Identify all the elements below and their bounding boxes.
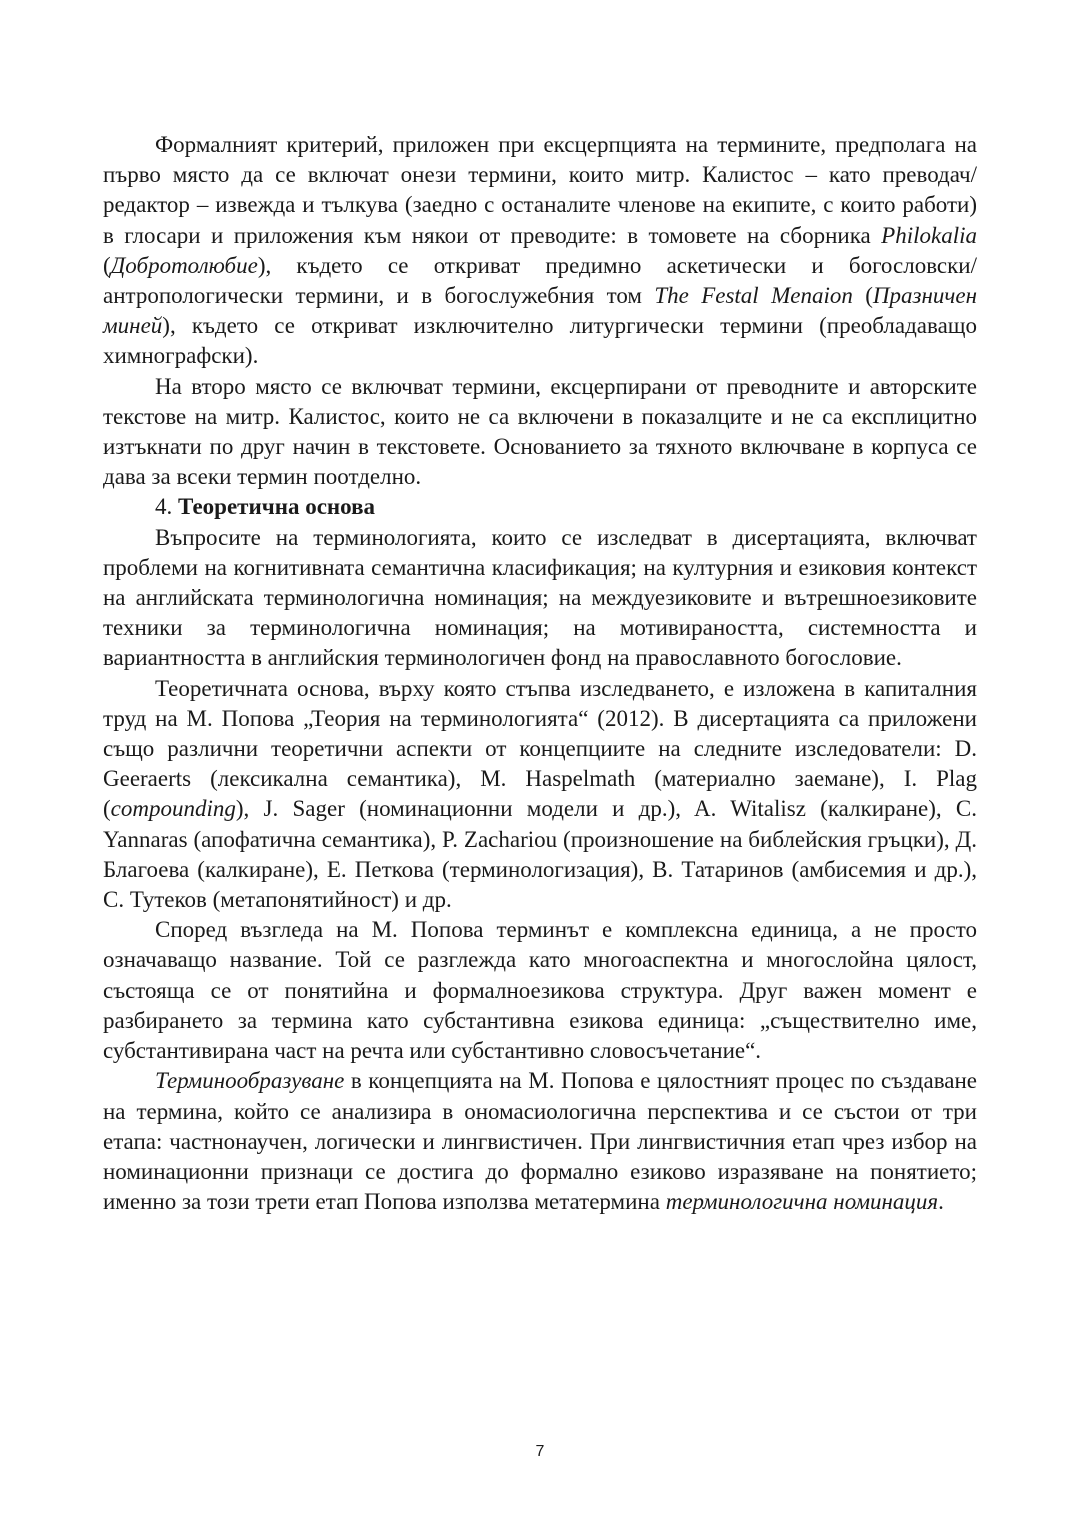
text-run: Теоретичната основа, върху която стъпва изследването, е изложена в капиталния труд на М. Попова „Теория на терминологията“ (2012). В дисертацията са приложени също различни теоретични аспекти от концепциите на следните изследователи: D. Geeraerts (лексикална семантика), M. Haspelmath (материално заемане), I. Plag (	[103, 675, 977, 822]
text-run: На второ място се включват термини, ексцерпирани от преводните и авторските текстове на митр. Калистос, които не са включени в показалците и не са експлицитно изтъкнати по друг начин в текстовете. Основанието за тяхното включване в корпуса се дава за всеки термин поотделно.	[103, 373, 977, 490]
text-run-italic: compounding	[110, 796, 236, 822]
text-run: (	[852, 283, 873, 309]
paragraph-theoretical-basis	[103, 674, 977, 916]
text-run: (	[103, 252, 111, 278]
text-run: 4.	[155, 494, 178, 520]
text-run: .	[938, 1189, 944, 1215]
text-run: в концепцията на М. Попова е цялостният процес по създаване на термина, който се анализира в ономасиологична перспектива и се състои от три етапа: частнонаучен, логически и лингвистичен. При лингвистичния етап чрез избор на номинационни признаци се достига до формално езиково изразяване на понятието; именно за този трети етап Попова използва метатермина	[103, 1068, 977, 1215]
text-run: Формалният критерий, приложен при ексцерпцията на термините, предполага на първо място да се включат онези термини, които митр. Калистос – като преводач/редактор – извежда и тълкува (заедно с останалите членове на екипите, с които работи) в глосари и приложения към някои от преводите: в томовете на сборника	[103, 132, 977, 248]
text-run-italic: Philokalia	[881, 222, 977, 248]
paragraph-second-place	[103, 372, 977, 493]
body-text	[103, 130, 977, 1217]
page-number: 7	[535, 1443, 545, 1460]
paragraph-term-formation	[103, 1066, 977, 1217]
text-run-italic: Добротолюбие	[110, 252, 258, 278]
text-run-italic: The Festal Menaion	[654, 283, 853, 309]
paragraph-formal-criterion	[103, 130, 977, 372]
text-run-italic: Празничен миней	[103, 283, 977, 339]
text-run-italic: Терминообразуване	[155, 1068, 345, 1094]
paragraph-popova-view	[103, 915, 977, 1066]
text-run: Според възгледа на М. Попова терминът е комплексна единица, а не просто означаващо название. Той се разглежда като многоаспектна и многослойна цялост, състояща се от понятийна и формалноезикова структура. Друг важен момент е разбирането за термина като субстантивна езикова единица: „съществително име, субстантивирана част на речта или субстантивно словосъчетание“.	[103, 917, 977, 1064]
section-heading	[103, 492, 977, 522]
text-run: ), където се откриват изключително литургически термини (преобладаващо химнографски).	[103, 313, 977, 369]
text-run-bold: Теоретична основа	[178, 494, 376, 520]
text-run-italic: терминологична номинация	[665, 1189, 939, 1215]
text-run: ), J. Sager (номинационни модели и др.), A. Witalisz (калкиране), C. Yannaras (апофатична семантика), P. Zachariou (произношение на библейския гръцки), Д. Благоева (калкиране), Е. Петкова (терминологизация), В. Татаринов (амбисемия и др.), С. Тутеков (метапонятийност) и др.	[103, 796, 977, 913]
text-run: ), където се откриват предимно аскетически и богословски/антропологически термини, и в богослужебния том	[103, 252, 977, 309]
text-run: Въпросите на терминологията, които се изследват в дисертацията, включват проблеми на когнитивната семантична класификация; на културния и езиковия контекст на английската терминологична номинация; на междуезиковите и вътрешноезиковите техники за терминологична номинация; на мотивираността, системността и вариантността в английския терминологичен фонд на православното богословие.	[103, 524, 977, 671]
paragraph-terminology-questions	[103, 523, 977, 674]
